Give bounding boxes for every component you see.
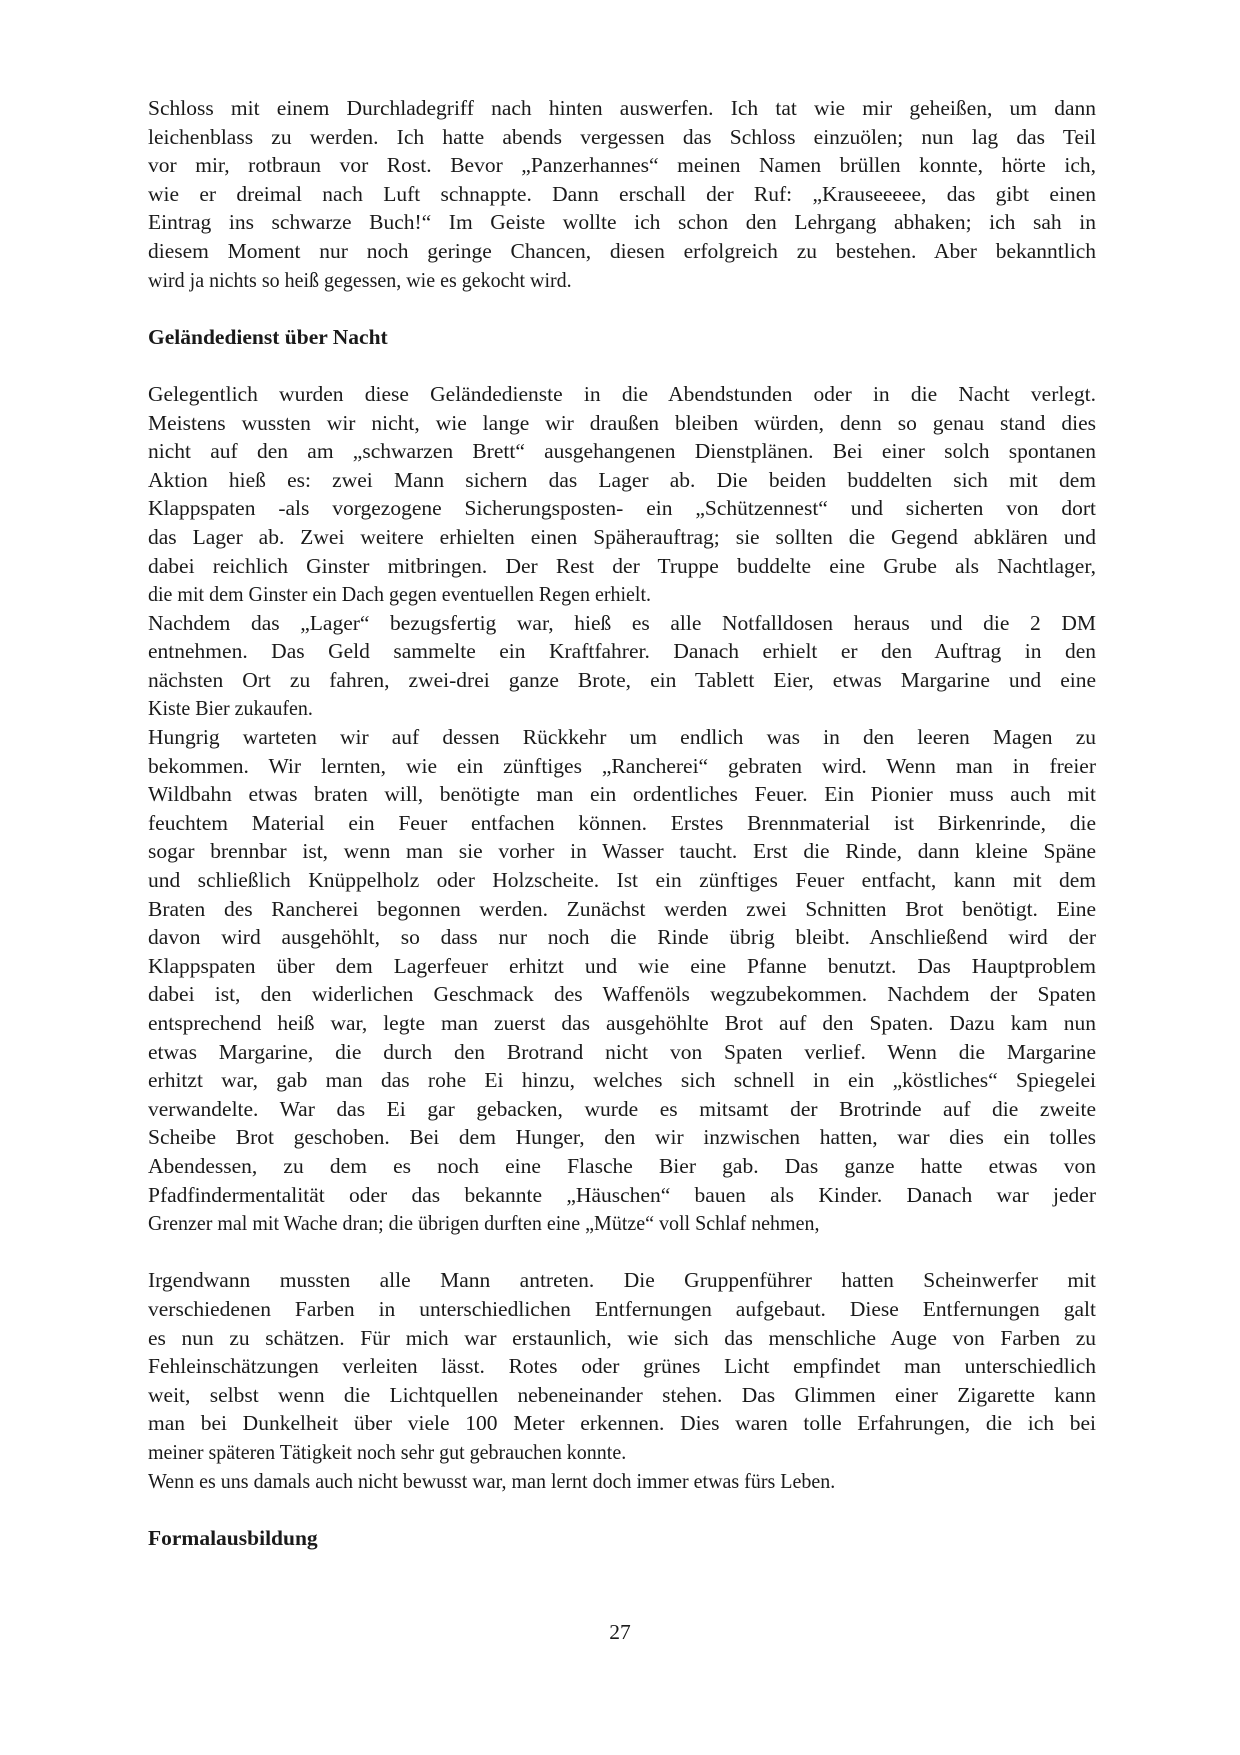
text-line: Kiste Bier zukaufen. [148, 696, 313, 721]
text-line: nächsten Ort zu fahren, zwei-drei ganze Brote, ein Tablett Eier, etwas Margarine und eine [148, 667, 1096, 692]
text-line: Aktion hieß es: zwei Mann sichern das Lager ab. Die beiden buddelten sich mit dem [148, 467, 1096, 492]
document-page [148, 94, 1096, 1552]
spacer [148, 1238, 1096, 1267]
text-line: entnehmen. Das Geld sammelte ein Kraftfahrer. Danach erhielt er den Auftrag in den [148, 639, 1096, 664]
spacer [148, 294, 1096, 323]
text-line: dabei reichlich Ginster mitbringen. Der Rest der Truppe buddelte eine Grube als Nachtlager, [148, 553, 1096, 578]
text-line: verschiedenen Farben in unterschiedlichen Entfernungen aufgebaut. Diese Entfernungen galt [148, 1296, 1096, 1321]
text-line: Wildbahn etwas braten will, benötigte man ein ordentliches Feuer. Ein Pionier muss auch mit [148, 782, 1096, 807]
paragraph-lager [148, 609, 1096, 723]
text-line: sogar brennbar ist, wenn man sie vorher in Wasser taucht. Erst die Rinde, dann kleine Späne [148, 839, 1096, 864]
spacer [148, 1495, 1096, 1524]
text-line: vor mir, rotbraun vor Rost. Bevor „Panzerhannes“ meinen Namen brüllen konnte, hörte ich, [148, 153, 1096, 178]
text-line: und schließlich Knüppelholz oder Holzscheite. Ist ein zünftiges Feuer entfacht, kann mit dem [148, 868, 1096, 893]
text-line: feuchtem Material ein Feuer entfachen können. Erstes Brennmaterial ist Birkenrinde, die [148, 810, 1096, 835]
text-line: weit, selbst wenn die Lichtquellen nebeneinander stehen. Das Glimmen einer Zigarette kann [148, 1382, 1096, 1407]
text-line: Pfadfindermentalität oder das bekannte „Häuschen“ bauen als Kinder. Danach war jeder [148, 1182, 1096, 1207]
text-line: Fehleinschätzungen verleiten lässt. Rotes oder grünes Licht empfindet man unterschiedlich [148, 1354, 1096, 1379]
text-line: entsprechend heiß war, legte man zuerst das ausgehöhlte Brot auf den Spaten. Dazu kam nun [148, 1011, 1096, 1035]
text-line: die mit dem Ginster ein Dach gegen eventuellen Regen erhielt. [148, 582, 652, 607]
text-line: es nun zu schätzen. Für mich war erstaunlich, wie sich das menschliche Auge von Farben zu [148, 1325, 1096, 1350]
text-line: davon wird ausgehöhlt, so dass nur noch die Rinde übrig bleibt. Anschließend wird der [148, 925, 1096, 950]
text-line: bekommen. Wir lernten, wie ein zünftiges „Rancherei“ gebraten wird. Wenn man in freier [148, 753, 1096, 778]
text-line: etwas Margarine, die durch den Brotrand nicht von Spaten verlief. Wenn die Margarine [148, 1039, 1096, 1064]
paragraph-scheinwerfer [148, 1266, 1096, 1466]
text-line: Gelegentlich wurden diese Geländedienste in die Abendstunden oder in die Nacht verlegt. [148, 381, 1096, 406]
text-line: Wenn es uns damals auch nicht bewusst war, man lernt doch immer etwas fürs Leben. [148, 1468, 836, 1493]
text-line: das Lager ab. Zwei weitere erhielten einen Späherauftrag; sie sollten die Gegend abklären und [148, 524, 1096, 549]
text-line: wird ja nichts so heiß gegessen, wie es gekocht wird. [148, 267, 572, 292]
text-line: Klappspaten -als vorgezogene Sicherungsposten- ein „Schützennest“ und sicherten von dort [148, 496, 1096, 521]
paragraph-rancherei [148, 723, 1096, 1238]
section-heading-gelaendedienst: Geländedienst über Nacht [148, 324, 388, 349]
text-line: leichenblass zu werden. Ich hatte abends vergessen das Schloss einzuölen; nun lag das Teil [148, 124, 1096, 149]
text-line: wie er dreimal nach Luft schnappte. Dann erschall der Ruf: „Krauseeeee, das gibt einen [148, 181, 1096, 206]
text-line: Scheibe Brot geschoben. Bei dem Hunger, den wir inzwischen hatten, war dies ein tolles [148, 1125, 1096, 1150]
paragraph-gelaendedienst-intro [148, 380, 1096, 609]
spacer [148, 351, 1096, 380]
text-line: verwandelte. War das Ei gar gebacken, wurde es mitsamt der Brotrinde auf die zweite [148, 1096, 1096, 1121]
text-line: erhitzt war, gab man das rohe Ei hinzu, welches sich schnell in ein „köstliches“ Spiegelei [148, 1068, 1096, 1093]
text-line: Braten des Rancherei begonnen werden. Zunächst werden zwei Schnitten Brot benötigt. Eine [148, 896, 1096, 921]
text-line: nicht auf den am „schwarzen Brett“ ausgehangenen Dienstplänen. Bei einer solch spontanen [148, 439, 1096, 464]
text-line: Klappspaten über dem Lagerfeuer erhitzt und wie eine Pfanne benutzt. Das Hauptproblem [148, 953, 1096, 978]
text-line: Schloss mit einem Durchladegriff nach hinten auswerfen. Ich tat wie mir geheißen, um dann [148, 96, 1096, 120]
text-line: Nachdem das „Lager“ bezugsfertig war, hieß es alle Notfalldosen heraus und die 2 DM [148, 610, 1096, 635]
section-heading-formalausbildung: Formalausbildung [148, 1525, 318, 1550]
paragraph-continuation [148, 94, 1096, 294]
text-line: meiner späteren Tätigkeit noch sehr gut gebrauchen konnte. [148, 1439, 627, 1464]
text-line: diesem Moment nur noch geringe Chancen, diesen erfolgreich zu bestehen. Aber bekanntlich [148, 238, 1096, 263]
text-line: Abendessen, zu dem es noch eine Flasche Bier gab. Das ganze hatte etwas von [148, 1153, 1096, 1178]
text-line: Meistens wussten wir nicht, wie lange wir draußen bleiben würden, denn so genau stand dies [148, 410, 1096, 435]
text-line: Irgendwann mussten alle Mann antreten. Die Gruppenführer hatten Scheinwerfer mit [148, 1268, 1096, 1293]
text-line: man bei Dunkelheit über viele 100 Meter erkennen. Dies waren tolle Erfahrungen, die ich bei [148, 1411, 1096, 1436]
text-line: Eintrag ins schwarze Buch!“ Im Geiste wollte ich schon den Lehrgang abhaken; ich sah in [148, 210, 1096, 235]
text-line: dabei ist, den widerlichen Geschmack des Waffenöls wegzubekommen. Nachdem der Spaten [148, 982, 1096, 1007]
text-line: Grenzer mal mit Wache dran; die übrigen durften eine „Mütze“ voll Schlaf nehmen, [148, 1211, 820, 1236]
text-line: Hungrig warteten wir auf dessen Rückkehr um endlich was in den leeren Magen zu [148, 725, 1096, 750]
paragraph-fazit [148, 1467, 1096, 1496]
page-number: 27 [609, 1620, 631, 1644]
